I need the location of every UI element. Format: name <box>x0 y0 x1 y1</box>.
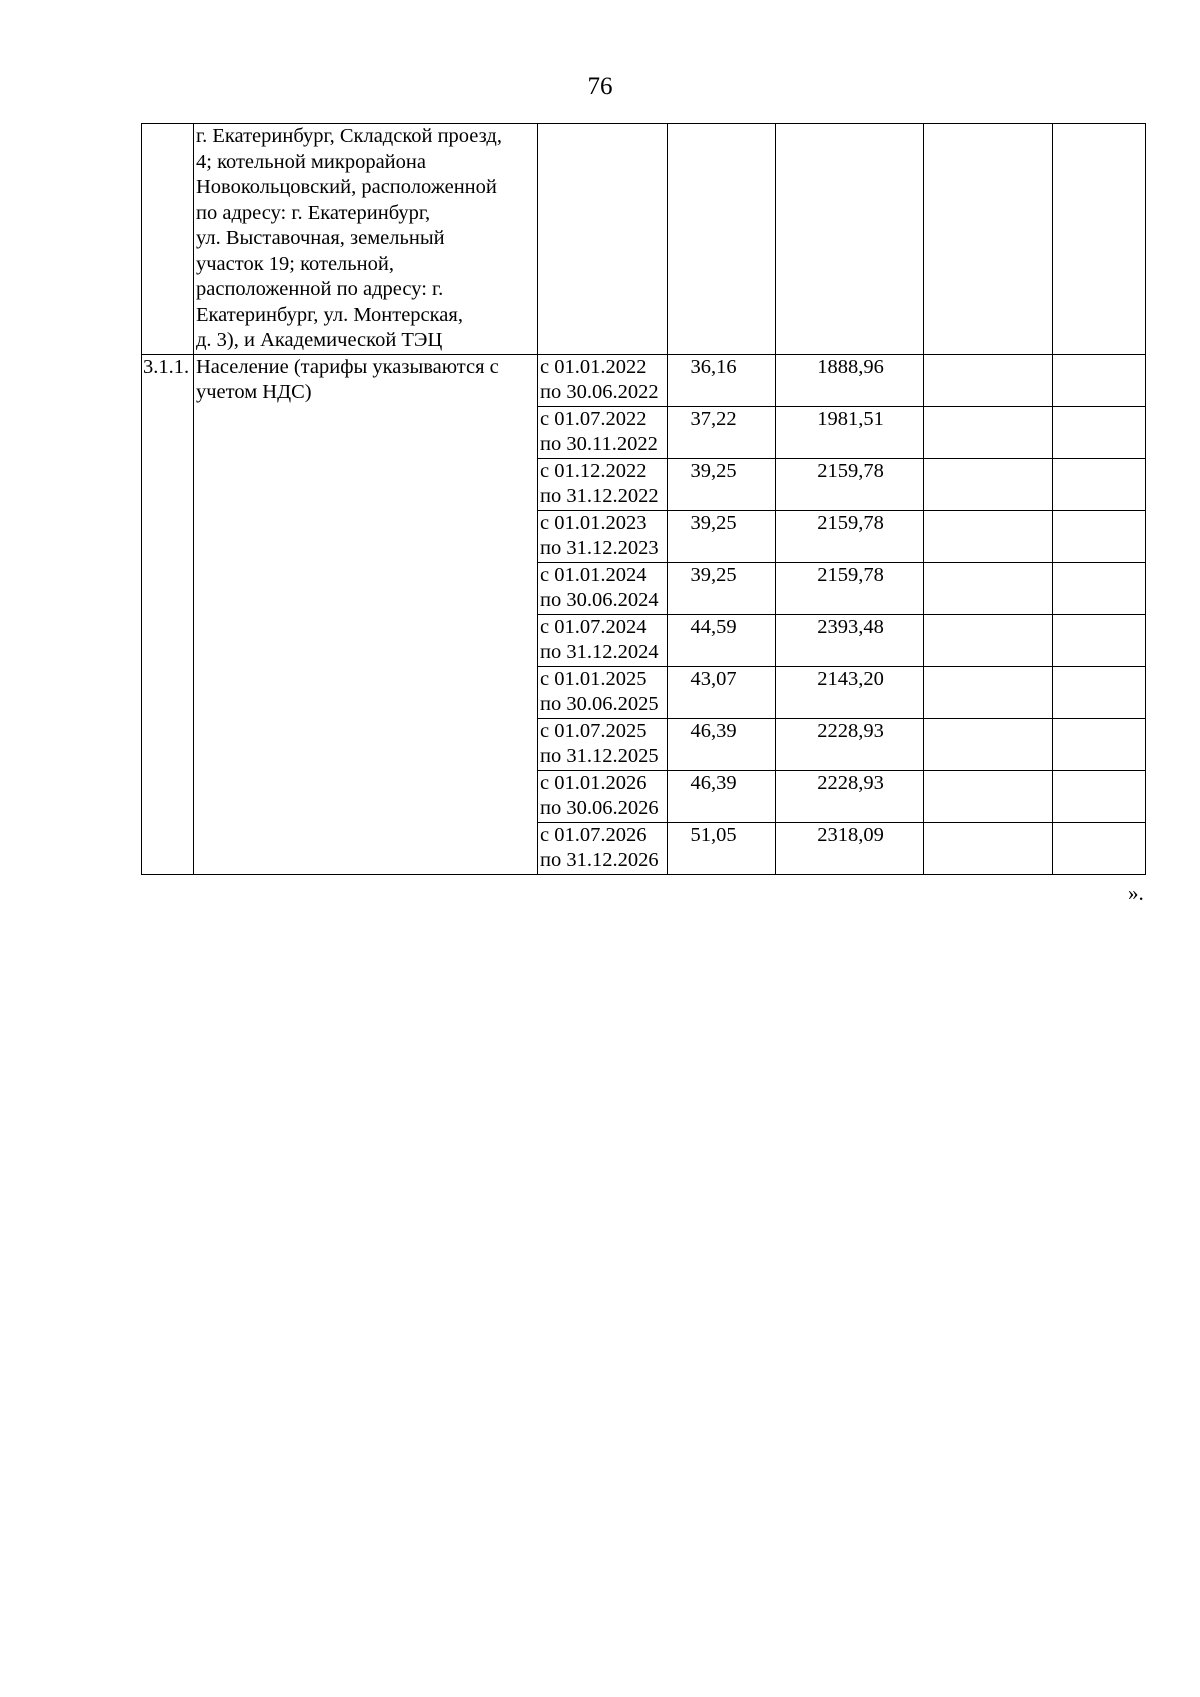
extra2-cell-empty <box>1053 770 1146 822</box>
extra1-cell-empty <box>924 718 1053 770</box>
table-row <box>142 354 1146 406</box>
value2-cell: 2159,78 <box>776 562 924 614</box>
value1-cell: 37,22 <box>668 406 776 458</box>
period-cell: с 01.01.2024 по 30.06.2024 <box>538 562 668 614</box>
period-cell: с 01.01.2023 по 31.12.2023 <box>538 510 668 562</box>
value2-cell: 2143,20 <box>776 666 924 718</box>
tariff-table <box>141 123 1146 875</box>
period-cell: с 01.07.2026 по 31.12.2026 <box>538 822 668 874</box>
value1-cell: 46,39 <box>668 770 776 822</box>
period-cell: с 01.12.2022 по 31.12.2022 <box>538 458 668 510</box>
value1-cell: 39,25 <box>668 458 776 510</box>
value1-cell: 46,39 <box>668 718 776 770</box>
extra1-cell-empty <box>924 770 1053 822</box>
extra2-cell-empty <box>1053 822 1146 874</box>
continued-description-cell: г. Екатеринбург, Складской проезд, 4; котельной микрорайона Новокольцовский, расположенной по адресу: г. Екатеринбург, ул. Выставочная, земельный участок 19; котельной, расположенной по адресу: г. Екатеринбург, ул. Монтерская, д. 3), и Академической ТЭЦ <box>194 124 538 355</box>
value2-cell: 2393,48 <box>776 614 924 666</box>
period-cell: с 01.01.2026 по 30.06.2026 <box>538 770 668 822</box>
period-cell: с 01.07.2022 по 30.11.2022 <box>538 406 668 458</box>
period-cell-empty <box>538 124 668 355</box>
value1-cell: 36,16 <box>668 354 776 406</box>
extra2-cell-empty <box>1053 406 1146 458</box>
extra2-cell-empty <box>1053 510 1146 562</box>
closing-quote-mark: ». <box>1128 881 1144 905</box>
value2-cell: 2228,93 <box>776 718 924 770</box>
extra2-cell-empty <box>1053 666 1146 718</box>
value2-cell-empty <box>776 124 924 355</box>
extra1-cell-empty <box>924 354 1053 406</box>
value1-cell-empty <box>668 124 776 355</box>
extra2-cell-empty <box>1053 562 1146 614</box>
period-cell: с 01.07.2024 по 31.12.2024 <box>538 614 668 666</box>
period-cell: с 01.01.2022 по 30.06.2022 <box>538 354 668 406</box>
extra1-cell-empty <box>924 666 1053 718</box>
period-cell: с 01.07.2025 по 31.12.2025 <box>538 718 668 770</box>
value2-cell: 2228,93 <box>776 770 924 822</box>
extra1-cell-empty <box>924 614 1053 666</box>
value1-cell: 43,07 <box>668 666 776 718</box>
value2-cell: 2318,09 <box>776 822 924 874</box>
extra1-cell-empty <box>924 822 1053 874</box>
extra1-cell-empty <box>924 406 1053 458</box>
extra2-cell-empty <box>1053 614 1146 666</box>
value1-cell: 39,25 <box>668 510 776 562</box>
extra2-cell-empty <box>1053 458 1146 510</box>
extra1-cell-empty <box>924 510 1053 562</box>
extra2-cell-empty <box>1053 718 1146 770</box>
value1-cell: 44,59 <box>668 614 776 666</box>
period-cell: с 01.01.2025 по 30.06.2025 <box>538 666 668 718</box>
number-cell-empty <box>142 124 194 355</box>
group-label-cell: Население (тарифы указываются с учетом НДС) <box>194 354 538 874</box>
extra1-cell-empty <box>924 562 1053 614</box>
extra2-cell-empty <box>1053 354 1146 406</box>
table-row-continued <box>142 124 1146 355</box>
value1-cell: 39,25 <box>668 562 776 614</box>
value2-cell: 1981,51 <box>776 406 924 458</box>
extra1-cell-empty <box>924 458 1053 510</box>
group-number-cell: 3.1.1. <box>142 354 194 874</box>
extra2-cell-empty <box>1053 124 1146 355</box>
value1-cell: 51,05 <box>668 822 776 874</box>
page-number: 76 <box>587 73 613 100</box>
value2-cell: 2159,78 <box>776 510 924 562</box>
value2-cell: 2159,78 <box>776 458 924 510</box>
value2-cell: 1888,96 <box>776 354 924 406</box>
extra1-cell-empty <box>924 124 1053 355</box>
